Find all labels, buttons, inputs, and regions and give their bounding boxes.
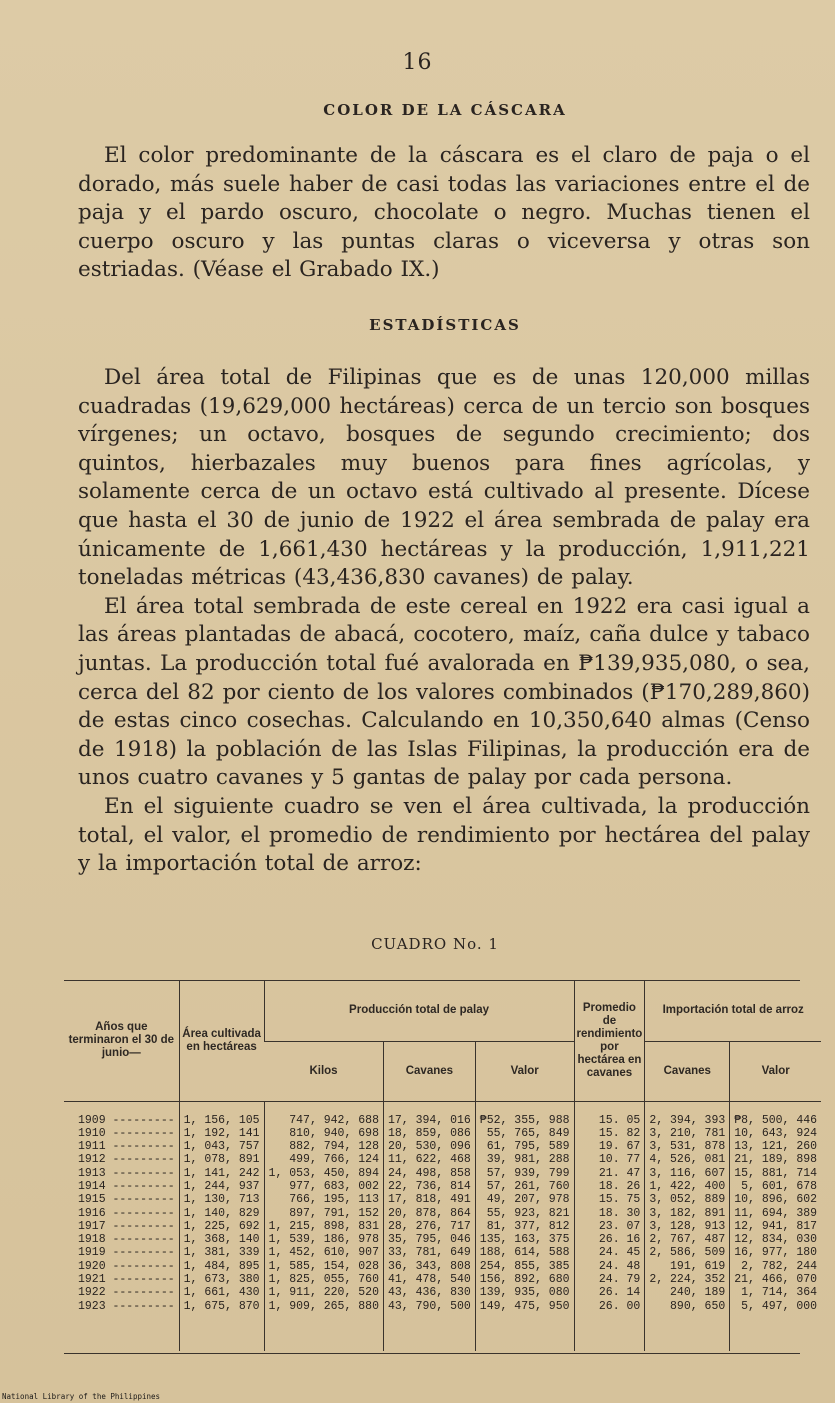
table-row [64,1101,821,1351]
header-production: Producción total de palay [264,981,574,1041]
column-promedio: 15. 05 15. 82 19. 67 10. 77 21. 47 18. 26 15. 75 18. 30 23. 07 26. 16 24. 45 24. 48 24. 79 26. 14 26. 00 [574,1101,645,1351]
header-years: Años que terminaron el 30 de junio— [64,981,179,1101]
paragraph-text: El área total sembrada de este cereal en 1922 era casi igual a las áreas plantadas de abacá, cocotero, maíz, caña dulce y tabaco juntas. La producción total fué avalorada en ₱139,935,080, o sea, cerca del 82 por ciento de los valores combinados (₱170,289,860) de estas cinco cosechas. Calculando en 10,350,640 almas (Censo de 1918) la población de las Islas Filipinas, la producción era de unos cuatro cavanes y 5 gantas de palay por cada persona. [78,593,810,791]
column-cavanes: 17, 394, 016 18, 859, 086 20, 530, 096 11, 622, 468 24, 498, 858 22, 736, 814 17, 818, 491 20, 878, 864 28, 276, 717 35, 795, 046 33, 781, 649 36, 343, 808 41, 478, 540 43, 436, 830 43, 790, 500 [383,1101,475,1351]
paragraph-estadisticas [78,364,810,879]
column-years: 1909 --------- 1910 --------- 1911 --------- 1912 --------- 1913 --------- 1914 --------- 1915 --------- 1916 --------- 1917 --------- 1918 --------- 1919 --------- 1920 --------- 1921 --------- 1922 --------- 1923 --------- [78,1113,175,1313]
paragraph-text: Del área total de Filipinas que es de unas 120,000 millas cuadradas (19,629,000 hectáreas) cerca de un tercio son bosques vírgenes; un octavo, bosques de segundo crecimiento; dos quintos, hierbazales muy buenos para fines agrícolas, y solamente cerca de un octavo está cultivado al presente. Dícese que hasta el 30 de junio de 1922 el área sembrada de palay era únicamente de 1,661,430 hectáreas y la producción, 1,911,221 toneladas métricas (43,436,830 cavanes) de palay. [78,365,810,591]
header-promedio: Promedio de rendimiento por hectárea en cavanes [574,981,645,1101]
data-table-container [64,980,818,1354]
section-title-color: COLOR DE LA CÁSCARA [323,101,567,119]
header-cavanes: Cavanes [383,1041,475,1101]
column-import-cavanes: 2, 394, 393 3, 210, 781 3, 531, 878 4, 526, 081 3, 116, 607 1, 422, 400 3, 052, 889 3, 182, 891 3, 128, 913 2, 767, 487 2, 586, 509 191, 619 2, 224, 352 240, 189 890, 650 [645,1101,730,1351]
header-importacion: Importación total de arroz [645,981,821,1041]
column-kilos: 747, 942, 688 810, 940, 698 882, 794, 128 499, 766, 124 1, 053, 450, 894 977, 683, 002 766, 195, 113 897, 791, 152 1, 215, 898, 831 1, 539, 186, 978 1, 452, 610, 907 1, 585, 154, 028 1, 825, 055, 760 1, 911, 220, 520 1, 909, 265, 880 [264,1101,383,1351]
paragraph-color [78,142,810,285]
paragraph-text: El color predominante de la cáscara es el claro de paja o el dorado, más suele haber de casi todas las variaciones entre el de paja y el pardo oscuro, chocolate o negro. Muchas tienen el cuerpo oscuro y las puntas claras o viceversa y otras son estriadas. (Véase el Grabado IX.) [78,143,810,283]
header-import-valor: Valor [730,1041,821,1101]
header-kilos: Kilos [264,1041,383,1101]
column-area: 1, 156, 105 1, 192, 141 1, 043, 757 1, 078, 891 1, 141, 242 1, 244, 937 1, 130, 713 1, 140, 829 1, 225, 692 1, 368, 140 1, 381, 339 1, 484, 895 1, 673, 380 1, 661, 430 1, 675, 870 [179,1101,264,1351]
header-area: Área cultivada en hectáreas [179,981,264,1101]
paragraph-text: En el siguiente cuadro se ven el área cultivada, la producción total, el valor, el promedio de rendimiento por hectárea del palay y la importación total de arroz: [78,793,810,877]
header-import-cavanes: Cavanes [645,1041,730,1101]
table-caption: CUADRO No. 1 [371,935,499,953]
library-credit: National Library of the Philippines [2,1392,161,1401]
rice-statistics-table [64,981,821,1351]
section-title-estadisticas: ESTADÍSTICAS [369,316,521,334]
column-valor: ₱52, 355, 988 55, 765, 849 61, 795, 589 39, 981, 288 57, 939, 799 57, 261, 760 49, 207, 978 55, 923, 821 81, 377, 812 135, 163, 375 188, 614, 588 254, 855, 385 156, 892, 680 139, 935, 080 149, 475, 950 [475,1101,574,1351]
header-valor: Valor [475,1041,574,1101]
page-number: 16 [402,50,433,75]
column-import-valor: ₱8, 500, 446 10, 643, 924 13, 121, 260 21, 189, 898 15, 881, 714 5, 601, 678 10, 896, 602 11, 694, 389 12, 941, 817 12, 834, 030 16, 977, 180 2, 782, 244 21, 466, 070 1, 714, 364 5, 497, 000 [730,1101,821,1351]
